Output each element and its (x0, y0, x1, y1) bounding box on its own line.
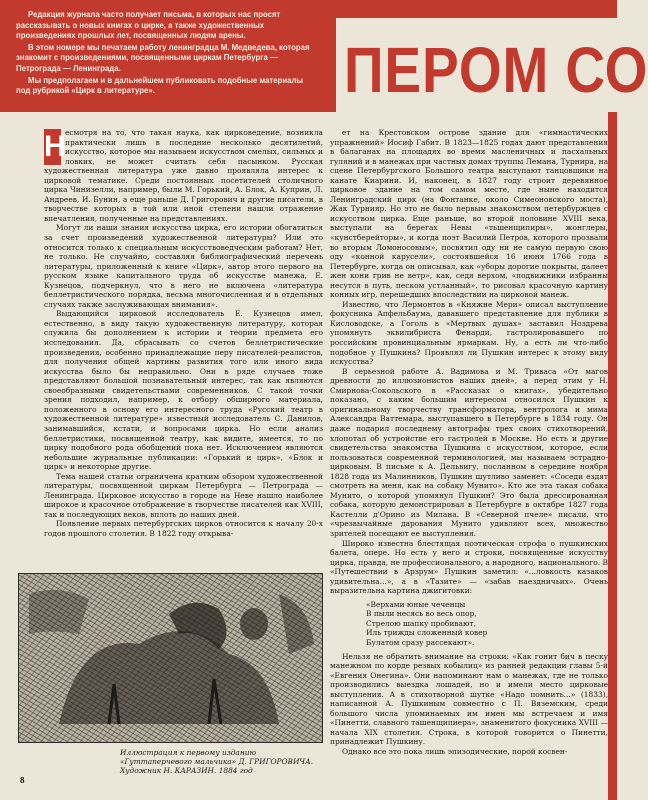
paragraph-text: есмотря на то, что такая наука, как цирковедение, возникла практически лишь в последние несколько десятилетий, искусство, которое мы называем искусством смелых, сильных и ловких, не может считать себя пасынком. Русская художественная литература уже давно проявляла интерес к цирковой тематике. Среди постоянных посетителей столичного цирка Чинизелли, например, были М. Горький, А. Блок, А. Куприн, Л. Андреев, И. Бунин, а еще раньше Д. Григорович и другие писатели, в творчестве которых в той или иной степени нашли отражение впечатления, полученные на представлениях. (44, 128, 323, 223)
illustration-caption: Иллюстрация к первому изданию «Гуттаперчевого мальчика» Д. ГРИГОРОВИЧА. Художник Н. КАРАЗИН. 1884 год (120, 748, 314, 776)
intro-paragraph: Мы предполагаем и в дальнейшем публиковать подобные материалы под рубрикой «Цирк в литературе». (16, 75, 304, 96)
intro-paragraph: В этом номере мы печатаем работу ленинградца М. Медведева, которая знакомит с произведениями, посвященными циркам Петербурга — Петрограда — Ленинграда. (16, 42, 310, 73)
text-column-right (330, 128, 608, 790)
article-paragraph (44, 128, 323, 223)
editorial-intro (16, 10, 316, 98)
poem-line: Стрелою шапку пробивают, (366, 618, 476, 628)
article-headline: ПЕРОМ СО (344, 34, 648, 106)
article-paragraph: Выдающийся цирковой исследователь Е. Кузнецов имел, естественно, в виду такую художественную литературу, которая служила бы дополнением к истории и теории предмета его исследования. Да, сбрасывать со счетов беллетристические произведения, особенно принадлежащие перу писателей-реалистов, для получения общей картины развития того или иного вида искусства было бы неправильно. Они в ряде случаев тоже представляют большой познавательный интерес, так как являются своеобразными свидетельствами современников. С такой точки зрения подходил, например, к отбору обширного материала, положенного в основу его интересного труда «Русский театр в художественной литературе» известный исследователь С. Данилов, занимавшийся, кстати, и вопросами цирка. Но если анализ беллетристики, посвященной театру, как видите, имеется, то по цирку подобного рода обобщений пока нет. Исключением являются небольшие журнальные публикации: «Горький и цирк», «Блок и цирк» и некоторые другие. (44, 309, 323, 472)
article-paragraph: Нельзя не обратить внимание на строки: «Как гонит бич в песку манежном по корде резвых кобылиц» из ранней редакции главы 5-й «Евгения Онегина». Они напоминают нам о манежах, где не только производились выездка лошадей, но и имели место цирковые выступления. А в стихотворной шутке «Надо помнить...» (1833), написанной А. Пушкиным совместно с П. Вяземским, среди большого числа упоминаемых им имен мы встречаем и имя «Пинетти, славного ташенщипиера», знаменитого фокусника XVIII — начала XIX столетия. Строка, в которой говорится о Пинетти, принадлежит Пушкину. (330, 651, 608, 747)
circus-horse-engraving (19, 574, 322, 742)
article-paragraph: Появление первых петербургских цирков относится к началу 20-х годов прошлого столетия. В 1822 году открыва- (44, 519, 323, 538)
article-paragraph: ет на Крестовском острове здание для «гимнастических упражнений» Иосиф Габит. В 1823—1825 годах дают представления в балаганах на площадях во время масленичных и пасхальных гуляний и в манежах при частных домах труппы Лемана, Турнира, на сцене Петербургского Большого театра выступают танцовщики на канате Киарини. И, наконец, в 1827 году строит деревянное цирковое здание на том самом месте, где ныне находится Ленинградский цирк (на Фонтанке, около Симеоновского моста), Жак Турнияр. Но это не было первым знакомством петербуржцев с искусством цирка. Еще раньше, во второй половине XVIII века, выступали на берегах Невы «тьшенщипиры», жонглеры, «кунстберейторы», и когда поэт Василий Петров, которого прозвали во вторым Ломоносовым», посвятил оду ни не самую первую свою оду «конной карусели», состоявшейся 16 июня 1766 года в Петербурге, когда он описывал, как «уборы дорогие покрыты, далеет жен кони грив не ветр», как, седя верхом, «подвижники избранны несутся в путь, песком устланный», то рисовал красочную картину конных игр, перешедших впоследствии на цирковой манеж. (330, 128, 608, 300)
article-paragraph: Тема нашей статьи ограничена кратким обзором художественной литературы, посвященной циркам Петербурга — Петрограда — Ленинграда. Цирковое искусство в городе на Неве нашло наиболее широкое и красочное отображение в творчестве писателей как XVIII, так и последующих веков, вплоть до наших дней. (44, 471, 323, 519)
article-paragraph: В серьезной работе А. Вадимова и М. Триваса «От магов древности до иллюзионистов наших дней», а перед этим у Н. Смирнова-Сокольского в «Рассказах о книгах», убедительно показано, с каким большим интересом относился Пушкин к оригинальному творчеству трансформатора, вентролога и мима Александра Ваттемара, выступавшего в Петербурге в 1834 году. Он даже подарил последнему автографы трех своих стихотворений, хлопотал об устройстве его гастролей в Москве. Но есть и другие свидетельства знакомства Пушкина с искусством, которое, если пользоваться современной терминологией, мы называем эстрадно-цирковым. В письме к А. Дельвигу, посланном в середине ноября 1828 года из Малинников, Пушкин шутливо заменет: «Соседи ездят смотреть на меня, как на собаку Мунито». Кто же эта такая собака Мунито, о которой упомянул Пушкин? Это была дрессированная собака, которую демонстрировал в Петербурге в октябре 1827 года Кастелли д'Орино из Милана. В «Северной пчеле» писали, что «чрезвычайные дарования Мунито удивляют всех, множество зрителей посещают ее выступления. (330, 366, 608, 538)
intro-paragraph: Редакция журнала часто получает письма, в которых нас просят рассказывать о новых книгах о цирке, а также художественных произведениях прошлых лет, посвященных людям арены. (16, 10, 281, 41)
article-paragraph: Широко известна блестящая поэтическая строфа о пушкинских балета, опере. Но есть у него и строки, посвященные искусству цирка, правда, не профессионального, а народного, национального. В «Путешествии в Арзрум» Пушкин заметил: «...ловкость казаков удивительна...», а в «Тазите» — «забав наездничьих». Очень выразительна картина джигитовки: (330, 538, 608, 596)
text-column-left (44, 128, 323, 568)
article-paragraph: Однако все это пока лишь эпизодические, порой косвен- (342, 747, 568, 756)
poem-line: Булатом сразу рассекают». (366, 637, 475, 647)
poem-line: Иль трижды сложенный ковер (366, 628, 488, 638)
engraving-illustration (18, 573, 323, 743)
poem-line: В пыли несясь во весь опор, (366, 609, 477, 619)
poem-line: «Верхами юные чеченцы (366, 599, 466, 609)
drop-cap: Н (44, 130, 66, 163)
page-number: 8 (20, 776, 25, 785)
red-page-edge (608, 112, 617, 800)
article-paragraph: Известно, что Лермонтов в «Княжне Мери» описал выступление фокусника Апфельбаума, дававшего представление для публики в Кисловодске, а Гоголь в «Мертвых душах» заставил Ноздрева упомянуть эквилибриста Фенарди, гастролировавшего по российским провинциальным ярмаркам. Ну, а есть ли что-либо подобное у Пушкина? Проявлял ли Пушкин интерес к этому виду искусства? (330, 299, 608, 367)
article-paragraph: Могут ли наши знания искусства цирка, его истории обогатиться за счет произведений художественной литературы? Или это относится только к специальным искусствоведческим работам? Нет, не только. Не случайно, составляя библиографический перечень литературы, приложенный к книге «Цирк», автор этого первого на русском языке капитального труда об искусстве манежа, Е. Кузнецов, подчеркнул, что в него не включена «литература беллетристического порядка, весьма многочисленная и в отдельных случаях также заслуживающая внимания». (44, 223, 323, 309)
poem-quote (366, 600, 608, 648)
headline-panel (336, 18, 648, 112)
